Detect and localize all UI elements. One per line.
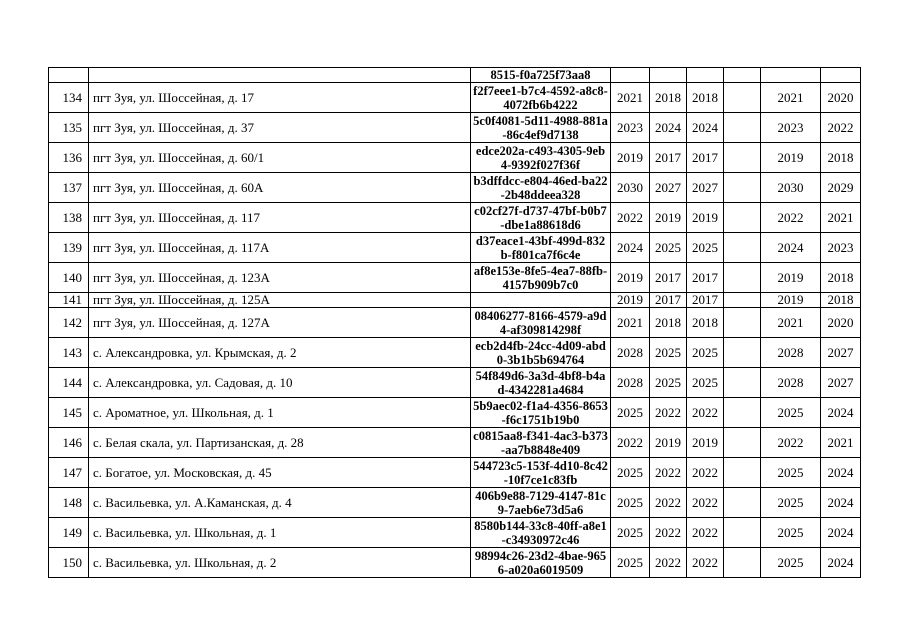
address-cell: с. Васильевка, ул. Школьная, д. 2	[89, 548, 471, 578]
year-cell: 2022	[650, 398, 687, 428]
table-row	[49, 368, 861, 398]
year-cell	[821, 68, 861, 83]
row-number-cell: 147	[49, 458, 89, 488]
year-cell	[724, 398, 761, 428]
year-cell: 2022	[650, 488, 687, 518]
year-cell: 2024	[687, 113, 724, 143]
table-row	[49, 83, 861, 113]
year-cell	[761, 68, 821, 83]
year-cell: 2024	[821, 488, 861, 518]
year-cell: 2019	[761, 263, 821, 293]
fias-code-cell: c02cf27f-d737-47bf-b0b7-dbe1a88618d6	[471, 203, 611, 233]
row-number-cell: 142	[49, 308, 89, 338]
year-cell: 2027	[687, 173, 724, 203]
year-cell: 2022	[687, 458, 724, 488]
year-cell: 2024	[821, 458, 861, 488]
year-cell: 2021	[761, 308, 821, 338]
year-cell	[724, 173, 761, 203]
year-cell: 2019	[650, 203, 687, 233]
year-cell: 2017	[650, 293, 687, 308]
table-row	[49, 548, 861, 578]
row-number-cell: 137	[49, 173, 89, 203]
table-row	[49, 293, 861, 308]
year-cell: 2017	[687, 263, 724, 293]
year-cell: 2021	[611, 308, 650, 338]
year-cell: 2019	[687, 428, 724, 458]
table-row	[49, 173, 861, 203]
fias-code-cell: 98994c26-23d2-4bae-9656-a020a6019509	[471, 548, 611, 578]
year-cell: 2018	[687, 308, 724, 338]
year-cell: 2025	[687, 233, 724, 263]
year-cell: 2019	[761, 293, 821, 308]
year-cell: 2019	[650, 428, 687, 458]
year-cell: 2018	[821, 263, 861, 293]
year-cell: 2024	[761, 233, 821, 263]
year-cell: 2029	[821, 173, 861, 203]
fias-code-cell: 8515-f0a725f73aa8	[471, 68, 611, 83]
fias-code-cell: 544723c5-153f-4d10-8c42-10f7ce1c83fb	[471, 458, 611, 488]
row-number-cell	[49, 68, 89, 83]
fias-code-cell: d37eace1-43bf-499d-832b-f801ca7f6c4e	[471, 233, 611, 263]
address-cell: с. Васильевка, ул. А.Каманская, д. 4	[89, 488, 471, 518]
year-cell: 2021	[821, 428, 861, 458]
year-cell	[724, 203, 761, 233]
table-row	[49, 113, 861, 143]
year-cell: 2023	[611, 113, 650, 143]
year-cell	[724, 233, 761, 263]
address-cell: с. Белая скала, ул. Партизанская, д. 28	[89, 428, 471, 458]
fias-code-cell: af8e153e-8fe5-4ea7-88fb-4157b909b7c0	[471, 263, 611, 293]
year-cell: 2022	[611, 428, 650, 458]
year-cell: 2027	[821, 338, 861, 368]
address-cell: с. Богатое, ул. Московская, д. 45	[89, 458, 471, 488]
year-cell: 2028	[761, 338, 821, 368]
address-cell: пгт Зуя, ул. Шоссейная, д. 117А	[89, 233, 471, 263]
row-number-cell: 143	[49, 338, 89, 368]
year-cell: 2025	[611, 548, 650, 578]
year-cell	[724, 548, 761, 578]
year-cell: 2025	[611, 518, 650, 548]
year-cell	[724, 338, 761, 368]
year-cell: 2024	[611, 233, 650, 263]
year-cell: 2018	[650, 308, 687, 338]
row-number-cell: 150	[49, 548, 89, 578]
table-row	[49, 338, 861, 368]
year-cell	[724, 83, 761, 113]
row-number-cell: 148	[49, 488, 89, 518]
year-cell: 2018	[821, 143, 861, 173]
table-body	[49, 68, 861, 578]
year-cell	[724, 368, 761, 398]
table-row	[49, 203, 861, 233]
address-cell	[89, 68, 471, 83]
fias-code-cell: edce202a-c493-4305-9eb4-9392f027f36f	[471, 143, 611, 173]
year-cell: 2022	[611, 203, 650, 233]
fias-code-cell: ecb2d4fb-24cc-4d09-abd0-3b1b5b694764	[471, 338, 611, 368]
fias-code-cell: 08406277-8166-4579-a9d4-af309814298f	[471, 308, 611, 338]
document-table	[48, 67, 861, 578]
year-cell: 2028	[611, 368, 650, 398]
table-row	[49, 518, 861, 548]
year-cell: 2028	[761, 368, 821, 398]
address-cell: пгт Зуя, ул. Шоссейная, д. 127А	[89, 308, 471, 338]
year-cell: 2025	[687, 368, 724, 398]
year-cell: 2019	[611, 293, 650, 308]
year-cell: 2019	[611, 263, 650, 293]
table-row	[49, 263, 861, 293]
year-cell: 2022	[821, 113, 861, 143]
year-cell: 2025	[761, 398, 821, 428]
address-cell: пгт Зуя, ул. Шоссейная, д. 60/1	[89, 143, 471, 173]
address-cell: пгт Зуя, ул. Шоссейная, д. 60А	[89, 173, 471, 203]
address-cell: пгт Зуя, ул. Шоссейная, д. 37	[89, 113, 471, 143]
address-cell: с. Ароматное, ул. Школьная, д. 1	[89, 398, 471, 428]
fias-code-cell: 54f849d6-3a3d-4bf8-b4ad-4342281a4684	[471, 368, 611, 398]
year-cell: 2017	[687, 143, 724, 173]
year-cell: 2023	[821, 233, 861, 263]
year-cell: 2017	[687, 293, 724, 308]
year-cell: 2022	[687, 548, 724, 578]
year-cell: 2020	[821, 83, 861, 113]
year-cell	[650, 68, 687, 83]
year-cell: 2021	[611, 83, 650, 113]
year-cell: 2018	[650, 83, 687, 113]
year-cell: 2019	[761, 143, 821, 173]
year-cell: 2019	[687, 203, 724, 233]
year-cell: 2022	[687, 398, 724, 428]
year-cell: 2018	[821, 293, 861, 308]
year-cell: 2024	[821, 398, 861, 428]
year-cell: 2017	[650, 143, 687, 173]
fias-code-cell: b3dffdcc-e804-46ed-ba22-2b48ddeea328	[471, 173, 611, 203]
address-cell: пгт Зуя, ул. Шоссейная, д. 123А	[89, 263, 471, 293]
fias-code-cell: 5c0f4081-5d11-4988-881a-86c4ef9d7138	[471, 113, 611, 143]
fias-code-cell	[471, 293, 611, 308]
fias-code-cell: 406b9e88-7129-4147-81c9-7aeb6e73d5a6	[471, 488, 611, 518]
year-cell: 2025	[650, 368, 687, 398]
year-cell: 2025	[611, 488, 650, 518]
year-cell: 2025	[650, 233, 687, 263]
year-cell: 2017	[650, 263, 687, 293]
year-cell	[724, 143, 761, 173]
year-cell	[724, 113, 761, 143]
year-cell: 2022	[761, 428, 821, 458]
row-number-cell: 136	[49, 143, 89, 173]
year-cell: 2025	[611, 458, 650, 488]
year-cell: 2025	[650, 338, 687, 368]
address-cell: пгт Зуя, ул. Шоссейная, д. 125А	[89, 293, 471, 308]
year-cell: 2024	[821, 518, 861, 548]
row-number-cell: 141	[49, 293, 89, 308]
year-cell: 2027	[650, 173, 687, 203]
table-row	[49, 308, 861, 338]
year-cell	[724, 308, 761, 338]
year-cell	[724, 518, 761, 548]
table-row	[49, 458, 861, 488]
year-cell: 2027	[821, 368, 861, 398]
year-cell: 2024	[650, 113, 687, 143]
year-cell: 2020	[821, 308, 861, 338]
year-cell: 2025	[761, 518, 821, 548]
address-cell: с. Александровка, ул. Крымская, д. 2	[89, 338, 471, 368]
year-cell: 2025	[761, 548, 821, 578]
address-cell: пгт Зуя, ул. Шоссейная, д. 117	[89, 203, 471, 233]
table-row	[49, 488, 861, 518]
year-cell	[724, 263, 761, 293]
year-cell: 2022	[687, 488, 724, 518]
row-number-cell: 140	[49, 263, 89, 293]
table-row	[49, 233, 861, 263]
row-number-cell: 134	[49, 83, 89, 113]
year-cell: 2025	[611, 398, 650, 428]
row-number-cell: 145	[49, 398, 89, 428]
row-number-cell: 139	[49, 233, 89, 263]
year-cell	[611, 68, 650, 83]
year-cell: 2022	[650, 518, 687, 548]
year-cell: 2025	[761, 488, 821, 518]
year-cell: 2022	[650, 458, 687, 488]
year-cell: 2022	[650, 548, 687, 578]
address-cell: с. Васильевка, ул. Школьная, д. 1	[89, 518, 471, 548]
table-row	[49, 428, 861, 458]
year-cell	[687, 68, 724, 83]
year-cell: 2019	[611, 143, 650, 173]
table-row-continuation	[49, 68, 861, 83]
row-number-cell: 135	[49, 113, 89, 143]
year-cell: 2028	[611, 338, 650, 368]
year-cell: 2022	[761, 203, 821, 233]
row-number-cell: 138	[49, 203, 89, 233]
row-number-cell: 144	[49, 368, 89, 398]
year-cell	[724, 293, 761, 308]
year-cell	[724, 458, 761, 488]
fias-code-cell: 8580b144-33c8-40ff-a8e1-c34930972c46	[471, 518, 611, 548]
address-cell: с. Александровка, ул. Садовая, д. 10	[89, 368, 471, 398]
year-cell	[724, 428, 761, 458]
year-cell: 2025	[761, 458, 821, 488]
table-row	[49, 143, 861, 173]
address-cell: пгт Зуя, ул. Шоссейная, д. 17	[89, 83, 471, 113]
year-cell: 2018	[687, 83, 724, 113]
year-cell: 2025	[687, 338, 724, 368]
year-cell: 2021	[821, 203, 861, 233]
year-cell: 2022	[687, 518, 724, 548]
year-cell	[724, 488, 761, 518]
year-cell	[724, 68, 761, 83]
year-cell: 2030	[611, 173, 650, 203]
fias-code-cell: 5b9aec02-f1a4-4356-8653-f6c1751b19b0	[471, 398, 611, 428]
table-row	[49, 398, 861, 428]
year-cell: 2024	[821, 548, 861, 578]
year-cell: 2021	[761, 83, 821, 113]
year-cell: 2023	[761, 113, 821, 143]
year-cell: 2030	[761, 173, 821, 203]
row-number-cell: 149	[49, 518, 89, 548]
fias-code-cell: c0815aa8-f341-4ac3-b373-aa7b8848e409	[471, 428, 611, 458]
row-number-cell: 146	[49, 428, 89, 458]
fias-code-cell: f2f7eee1-b7c4-4592-a8c8-4072fb6b4222	[471, 83, 611, 113]
